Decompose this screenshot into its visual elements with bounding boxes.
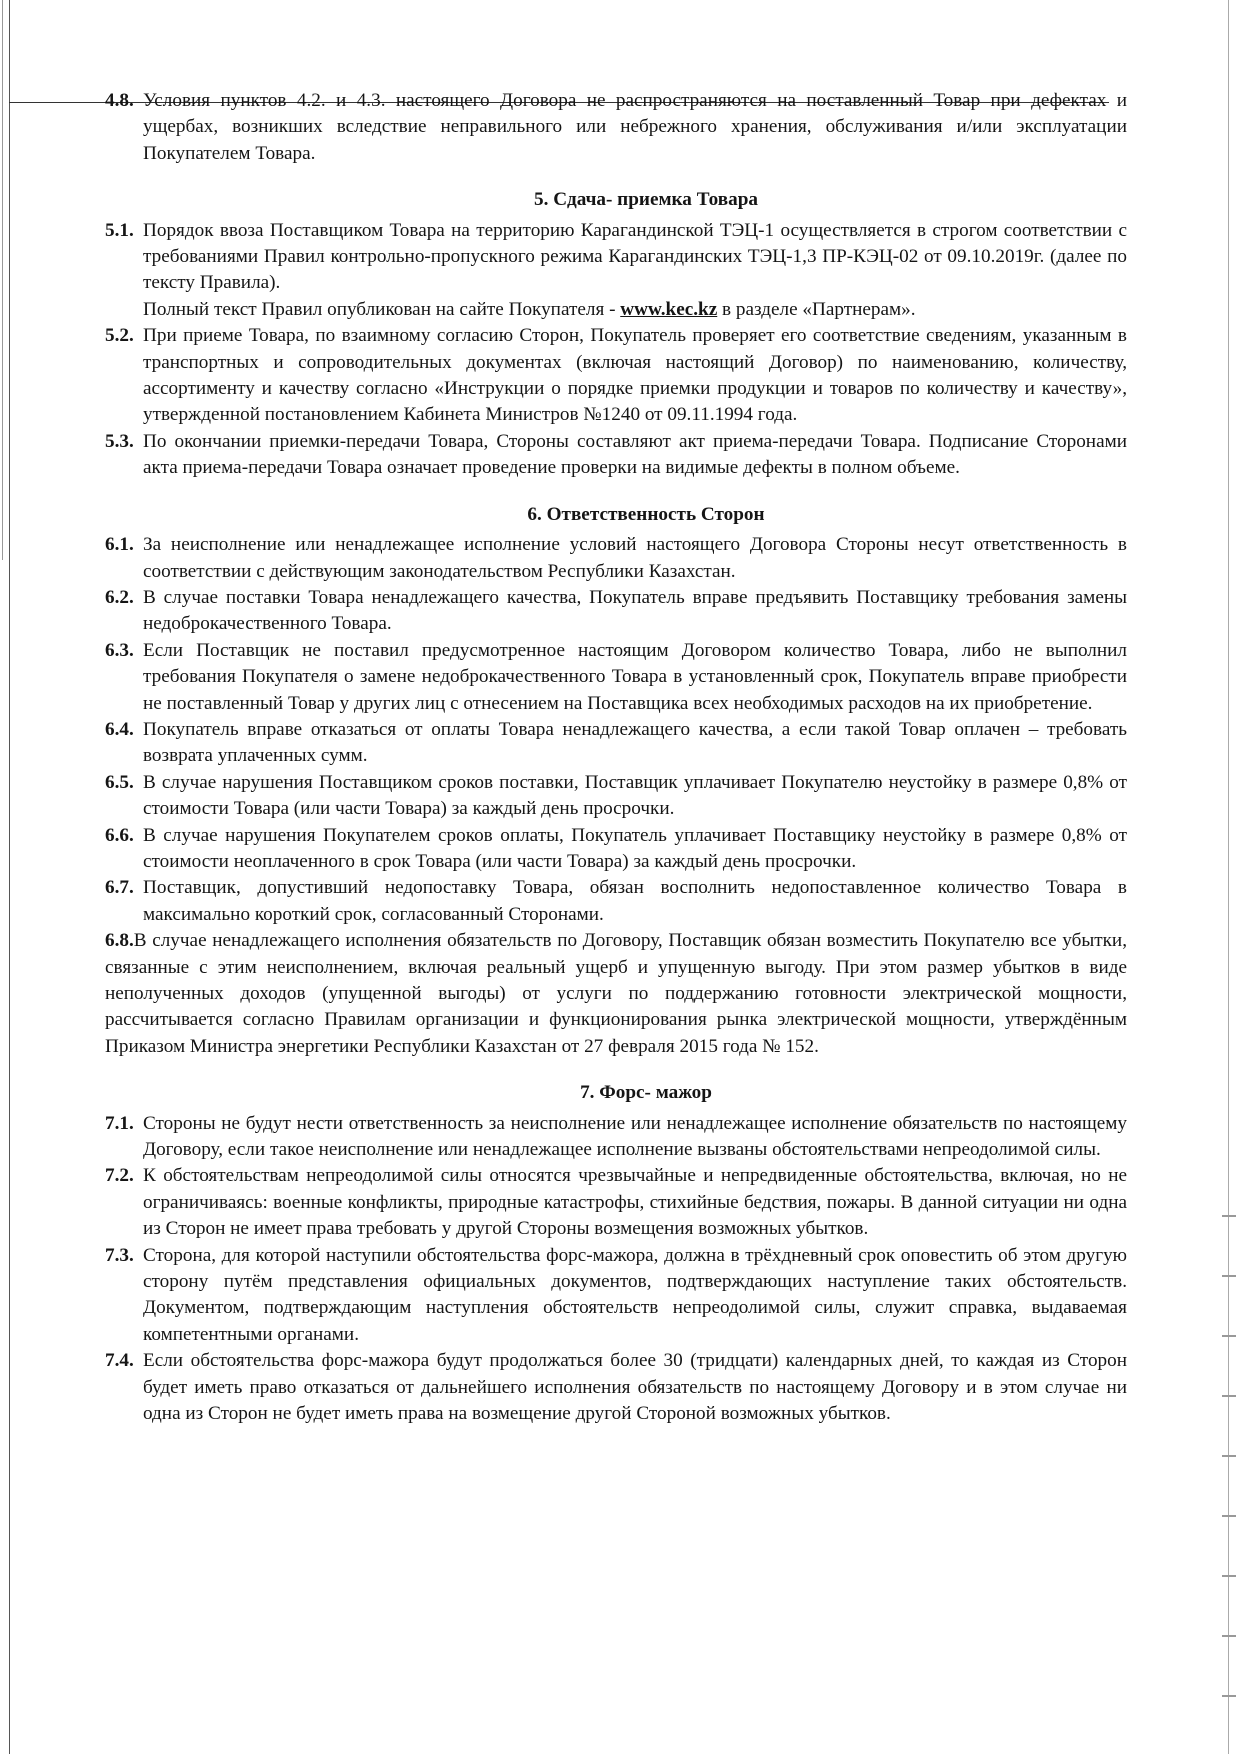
clause-5-1-website-note <box>105 297 1127 323</box>
clause-number: 6.6. <box>105 824 134 846</box>
clause-number: 6.2. <box>105 586 134 608</box>
clause-text: За неисполнение или ненадлежащее исполнение условий настоящего Договора Стороны несут ответственность в соответствии с действующим законодательством Республики Казахстан. <box>143 534 1127 582</box>
clause-text: Стороны не будут нести ответственность за неисполнение или ненадлежащее исполнение обязательств по настоящему Договору, если такое неисполнение или ненадлежащее исполнение вызваны обстоятельствами непреодолимой силы. <box>143 1112 1127 1161</box>
clause-6-4 <box>105 717 1127 770</box>
website-note-prefix: Полный текст Правил опубликован на сайте Покупателя - <box>143 298 621 320</box>
clause-6-8 <box>105 928 1127 1060</box>
clause-text: Если Поставщик не поставил предусмотренное настоящим Договором количество Товара, либо не выполнил требования Покупателя о замене недоброкачественного Товара в установленный срок, Покупатель вправе приобрести не поставленный Товар у других лиц с отнесением на Поставщика всех необходимых расходов на их приобретение. <box>143 639 1127 714</box>
clause-text: В случае нарушения Покупателем сроков оплаты, Покупатель уплачивает Поставщику неустойку в размере 0,8% от стоимости неоплаченного в срок Товара (или части Товара) за каждый день просрочки. <box>143 824 1127 872</box>
clause-7-1 <box>105 1111 1127 1164</box>
clause-number: 5.1. <box>105 219 134 241</box>
clause-text: Сторона, для которой наступили обстоятельства форс-мажора, должна в трёхдневный срок оповестить об этом другую сторону путём представления официальных документов, подтверждающих наступление таких обстоятельств. Документом, подтверждающим наступления обстоятельств непреодолимой силы, служит справка, выдаваемая компетентными органами. <box>143 1244 1127 1345</box>
clause-6-6 <box>105 823 1127 876</box>
document-page <box>105 88 1127 1428</box>
clause-6-2 <box>105 585 1127 638</box>
clause-text: Условия пунктов 4.2. и 4.3. настоящего Договора не распространяются на поставленный Товар при дефектах и ущербах, возникших вследствие неправильного или небрежного хранения, обслуживания и/или эксплуатации Покупателем Товара. <box>143 90 1127 164</box>
clause-5-2 <box>105 323 1127 429</box>
scan-edge-line <box>9 0 10 1754</box>
website-link[interactable]: www.kec.kz <box>620 298 718 320</box>
clause-6-5 <box>105 770 1127 823</box>
clause-number: 7.1. <box>105 1112 134 1134</box>
clause-number: 7.2. <box>105 1165 134 1187</box>
section-6-title: 6. Ответственность Сторон <box>527 503 765 525</box>
clause-number: 7.4. <box>105 1350 134 1372</box>
clause-text: По окончании приемки-передачи Товара, Стороны составляют акт приема-передачи Товара. Подписание Сторонами акта приема-передачи Товара означает проведение проверки на видимые дефекты в полном объеме. <box>143 430 1127 479</box>
scan-edge-marks <box>1222 1175 1236 1735</box>
clause-number: 4.8. <box>105 90 134 111</box>
website-note-suffix: в разделе «Партнерам». <box>717 298 916 320</box>
scan-edge-line <box>2 0 3 560</box>
clause-number: 6.4. <box>105 718 134 740</box>
clause-7-3 <box>105 1243 1127 1349</box>
clause-text: Если обстоятельства форс-мажора будут продолжаться более 30 (тридцати) календарных дней, то каждая из Сторон будет иметь право отказаться от дальнейшего исполнения обязательств по настоящему Договору и в этом случае ни одна из Сторон не будет иметь права на возмещение другой Стороной возможных убытков. <box>143 1350 1127 1425</box>
clause-text: Поставщик, допустивший недопоставку Товара, обязан восполнить недопоставленное количество Товара в максимально короткий срок, согласованный Сторонами. <box>143 877 1127 925</box>
clause-text: В случае поставки Товара ненадлежащего качества, Покупатель вправе предъявить Поставщику требования замены недоброкачественного Товара. <box>143 586 1127 635</box>
clause-number: 6.3. <box>105 639 134 661</box>
clause-7-4 <box>105 1348 1127 1427</box>
clause-number: 5.2. <box>105 325 134 347</box>
clause-5-3 <box>105 429 1127 482</box>
clause-number: 6.5. <box>105 771 134 793</box>
clause-text: К обстоятельствам непреодолимой силы относятся чрезвычайные и непредвиденные обстоятельства, включая, но не ограничиваясь: военные конфликты, природные катастрофы, стихийные бедствия, пожары. В данной ситуации ни одна из Сторон не имеет права требовать у другой Стороны возмещения возможных убытков. <box>143 1165 1127 1240</box>
section-5-title: 5. Сдача- приемка Товара <box>534 189 758 211</box>
clause-text: В случае нарушения Поставщиком сроков поставки, Поставщик уплачивает Покупателю неустойку в размере 0,8% от стоимости Товара (или части Товара) за каждый день просрочки. <box>143 771 1127 820</box>
section-7-title: 7. Форс- мажор <box>580 1082 712 1104</box>
clause-number: 7.3. <box>105 1244 134 1266</box>
clause-number: 6.8. <box>105 930 134 952</box>
clause-5-1 <box>105 218 1127 297</box>
clause-number: 6.7. <box>105 877 134 899</box>
clause-text: Покупатель вправе отказаться от оплаты Товара ненадлежащего качества, а если такой Товар оплачен – требовать возврата уплаченных сумм. <box>143 718 1127 767</box>
clause-6-7 <box>105 875 1127 928</box>
clause-text: В случае ненадлежащего исполнения обязательств по Договору, Поставщик обязан возместить Покупателю все убытки, связанные с этим неисполнением, включая реальный ущерб и упущенную выгоду. При этом размер убытков в виде неполученных доходов (упущенной выгоды) от услуги по поддержанию готовности электрической мощности, рассчитывается согласно Правилам организации и функционирования рынка электрической мощности, утверждённым Приказом Министра энергетики Республики Казахстан от 27 февраля 2015 года № 152. <box>105 930 1127 1057</box>
clause-4-8 <box>105 88 1127 167</box>
clause-6-3 <box>105 638 1127 717</box>
clause-text: Порядок ввоза Поставщиком Товара на территорию Карагандинской ТЭЦ-1 осуществляется в строгом соответствии с требованиями Правил контрольно-пропускного режима Карагандинских ТЭЦ-1,3 ПР-КЭЦ-02 от 09.10.2019г. (далее по тексту Правила). <box>143 219 1127 294</box>
clause-6-1 <box>105 532 1127 585</box>
clause-7-2 <box>105 1163 1127 1242</box>
clause-number: 5.3. <box>105 430 134 452</box>
clause-text: При приеме Товара, по взаимному согласию Сторон, Покупатель проверяет его соответствие сведениям, указанным в транспортных и сопроводительных документах (включая настоящий Договор) по наименованию, количеству, ассортименту и качеству согласно «Инструкции о порядке приемки продукции и товаров по количеству и качеству», утвержденной постановлением Кабинета Министров №1240 от 09.11.1994 года. <box>143 325 1127 426</box>
clause-number: 6.1. <box>105 534 134 556</box>
